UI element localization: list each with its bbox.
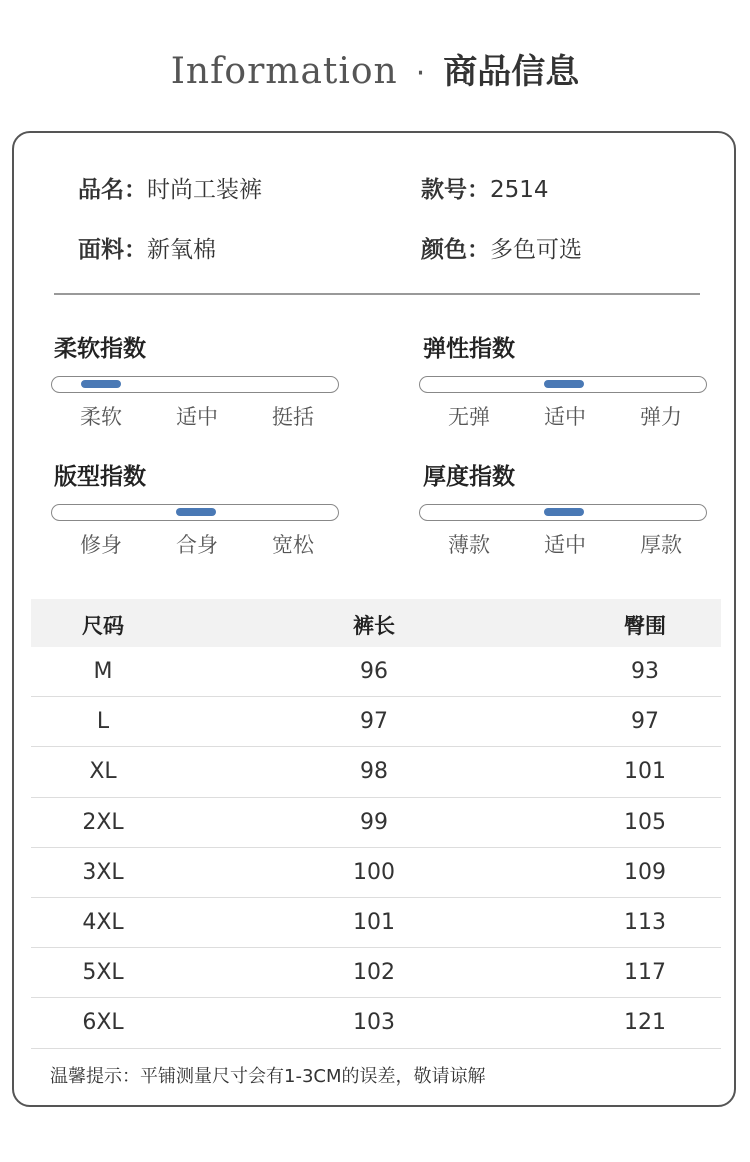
table-row — [31, 898, 721, 948]
table-row — [31, 848, 721, 898]
thickness-label-2: 适中 — [544, 533, 586, 557]
divider — [54, 293, 700, 295]
page-title — [0, 44, 750, 93]
cell-size: 5XL — [82, 960, 124, 986]
table-row — [31, 747, 721, 797]
cell-hip: 101 — [624, 759, 666, 785]
header-size: 尺码 — [82, 614, 124, 638]
info-style-value: 2514 — [490, 177, 549, 203]
thickness-label-3: 厚款 — [640, 533, 682, 557]
info-name-value: 时尚工装裤 — [147, 177, 262, 203]
softness-label-3: 挺括 — [272, 405, 314, 429]
thickness-title: 厚度指数 — [423, 464, 515, 490]
cell-size: 6XL — [82, 1010, 124, 1036]
softness-title: 柔软指数 — [54, 336, 146, 362]
cell-hip: 109 — [624, 859, 666, 885]
cell-size: 3XL — [82, 859, 124, 885]
cell-length: 98 — [360, 759, 388, 785]
cell-hip: 121 — [624, 1010, 666, 1036]
fit-indicator — [176, 508, 216, 516]
cell-size: XL — [89, 759, 117, 785]
cell-length: 100 — [353, 859, 395, 885]
fit-label-2: 合身 — [176, 533, 218, 557]
fit-label-3: 宽松 — [272, 533, 314, 557]
cell-length: 99 — [360, 809, 388, 835]
cell-length: 103 — [353, 1010, 395, 1036]
elasticity-indicator — [544, 380, 584, 388]
elasticity-title: 弹性指数 — [423, 336, 515, 362]
title-separator: · — [415, 56, 426, 91]
cell-size: 2XL — [82, 809, 124, 835]
table-row — [31, 647, 721, 697]
cell-hip: 113 — [624, 909, 666, 935]
softness-indicator — [81, 380, 121, 388]
info-name-key: 品名： — [78, 177, 147, 203]
info-color-key: 颜色： — [421, 237, 490, 263]
elasticity-label-3: 弹力 — [640, 405, 682, 429]
table-row — [31, 697, 721, 747]
title-chinese: 商品信息 — [443, 52, 580, 92]
cell-size: L — [96, 709, 110, 735]
info-fabric-value: 新氧棉 — [147, 237, 216, 263]
cell-hip: 93 — [631, 659, 659, 684]
cell-length: 97 — [360, 709, 388, 735]
softness-track — [51, 376, 339, 393]
table-row — [31, 948, 721, 998]
cell-length: 102 — [353, 960, 395, 986]
thickness-indicator — [544, 508, 584, 516]
softness-label-2: 适中 — [176, 405, 218, 429]
size-table — [31, 599, 721, 1049]
measurement-note: 温馨提示：平铺测量尺寸会有1-3CM的误差，敬请谅解 — [50, 1066, 486, 1087]
cell-size: M — [93, 659, 113, 684]
elasticity-track — [419, 376, 707, 393]
fit-title: 版型指数 — [54, 464, 146, 490]
title-english: Information — [170, 51, 398, 92]
info-color-value: 多色可选 — [490, 237, 582, 263]
info-color — [421, 231, 582, 264]
header-length: 裤长 — [353, 614, 395, 638]
thickness-track — [419, 504, 707, 521]
elasticity-label-2: 适中 — [544, 405, 586, 429]
fit-track — [51, 504, 339, 521]
thickness-label-1: 薄款 — [448, 533, 490, 557]
info-name — [78, 171, 262, 204]
cell-length: 96 — [360, 659, 388, 684]
info-style-key: 款号： — [421, 177, 490, 203]
elasticity-label-1: 无弹 — [448, 405, 490, 429]
cell-length: 101 — [353, 909, 395, 935]
info-card — [12, 131, 736, 1107]
cell-size: 4XL — [82, 909, 124, 935]
cell-hip: 97 — [631, 709, 659, 735]
info-fabric-key: 面料： — [78, 237, 147, 263]
size-table-header — [31, 599, 721, 647]
info-style-number — [421, 171, 549, 204]
table-row — [31, 798, 721, 848]
header-hip: 臀围 — [624, 614, 666, 638]
table-row — [31, 998, 721, 1048]
softness-label-1: 柔软 — [80, 405, 122, 429]
cell-hip: 105 — [624, 809, 666, 835]
info-fabric — [78, 231, 216, 264]
fit-label-1: 修身 — [80, 533, 122, 557]
cell-hip: 117 — [624, 960, 666, 986]
